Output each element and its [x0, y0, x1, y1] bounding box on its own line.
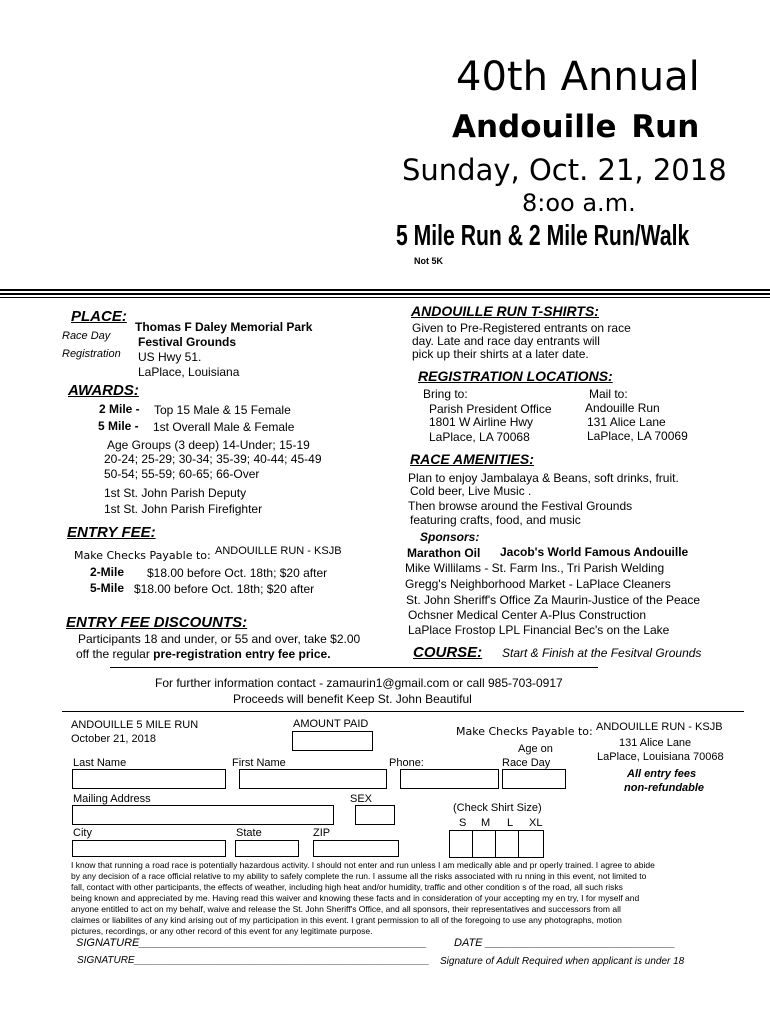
- shirt-size-m-box[interactable]: [472, 830, 496, 858]
- sponsors-line-6: LaPlace Frostop LPL Financial Bec's on the Lake: [408, 623, 670, 637]
- first-name-label: First Name: [232, 757, 286, 769]
- sponsors-line-2: Mike Willilams - St. Farm Ins., Tri Parish Welding: [405, 561, 665, 575]
- venue-grounds: Festival Grounds: [138, 335, 237, 349]
- bring-to-3: LaPlace, LA 70068: [429, 430, 530, 444]
- age-groups-2: 20-24; 25-29; 30-34; 35-39; 40-44; 45-49: [104, 452, 322, 466]
- waiver-line: anyone entitled to act on my behalf, waive and release the St. John Sheriff's Office, and all sponsors, their representatives and successors from all: [71, 904, 621, 914]
- award-deputy: 1st St. John Parish Deputy: [104, 486, 247, 500]
- fee-2mile-label: 2-Mile: [90, 565, 125, 579]
- age-on-label: Age on: [518, 743, 553, 755]
- sex-label: SEX: [350, 793, 373, 805]
- sex-field[interactable]: [355, 805, 395, 825]
- checks-payable-to: ANDOUILLE RUN - KSJB: [215, 545, 342, 557]
- not-5k-note: Not 5K: [414, 256, 443, 266]
- mail-to-2: 131 Alice Lane: [587, 415, 666, 429]
- waiver-line: being known and appreciated by me. Having read this waiver and knowing these facts and in consideration of your accepting my en try, I for myself and: [71, 893, 640, 903]
- mail-to-label: Mail to:: [589, 387, 628, 401]
- signature-line-2[interactable]: SIGNATURE_____________________________________________________: [77, 955, 430, 966]
- first-name-field[interactable]: [239, 769, 387, 789]
- registration-label: Registration: [62, 348, 121, 360]
- zip-field[interactable]: [313, 840, 399, 857]
- form-addr-2: LaPlace, Louisiana 70068: [597, 751, 724, 763]
- awards-5mile-label: 5 Mile -: [98, 419, 139, 433]
- amenities-line-1: Plan to enjoy Jambalaya & Beans, soft drinks, fruit.: [408, 471, 679, 485]
- course-text: Start & Finish at the Fesitval Grounds: [502, 646, 702, 660]
- divider-rule: [0, 297, 770, 298]
- race-day-label: Race Day: [62, 330, 111, 342]
- tshirts-line-2: day. Late and race day entrants will: [412, 334, 600, 348]
- awards-2mile-text: Top 15 Male & 15 Female: [154, 403, 291, 417]
- race-day-age-label: Race Day: [502, 757, 551, 769]
- form-addr-1: 131 Alice Lane: [619, 737, 692, 749]
- age-groups-1: Age Groups (3 deep) 14-Under; 15-19: [107, 438, 310, 452]
- waiver-line: pictures, recordings, or any other record of this event for any legitimate purpose.: [71, 926, 373, 936]
- phone-label: Phone:: [389, 757, 424, 769]
- fees-note-2: non-refundable: [624, 782, 705, 794]
- shirt-size-label: (Check Shirt Size): [453, 802, 542, 814]
- awards-5mile-text: 1st Overall Male & Female: [153, 420, 295, 434]
- form-checks-to: ANDOUILLE RUN - KSJB: [596, 721, 723, 733]
- event-distances: 5 Mile Run & 2 Mile Run/Walk: [396, 220, 690, 252]
- venue-name: Thomas F Daley Memorial Park: [135, 320, 313, 334]
- amenities-line-2: Cold beer, Live Music .: [410, 484, 532, 498]
- tshirts-line-1: Given to Pre-Registered entrants on race: [412, 321, 631, 335]
- discounts-line-2-pre: off the regular: [76, 647, 154, 661]
- amount-paid-field[interactable]: [292, 731, 373, 751]
- venue-address: US Hwy 51.: [138, 350, 202, 364]
- mail-to-3: LaPlace, LA 70069: [587, 429, 688, 443]
- bring-to-1: Parish President Office: [429, 402, 552, 416]
- fee-5mile-text: $18.00 before Oct. 18th; $20 after: [134, 582, 315, 596]
- form-checks-label: Make Checks Payable to:: [456, 725, 593, 738]
- event-time: 8:oo a.m.: [522, 189, 636, 217]
- shirt-size-xl-label: XL: [529, 817, 543, 829]
- phone-field[interactable]: [400, 769, 499, 789]
- age-field[interactable]: [502, 769, 566, 789]
- last-name-field[interactable]: [72, 769, 226, 789]
- amount-paid-label: AMOUNT PAID: [293, 718, 369, 730]
- date-line[interactable]: DATE _______________________________: [454, 937, 676, 949]
- waiver-line: by any decision of a race official relative to my ability to safely complete the run. I assume all the risks associated with ru nning in this event, not limited to: [71, 871, 647, 881]
- signature-line-1[interactable]: SIGNATURE_______________________________________________: [76, 937, 427, 949]
- discounts-line-2: [76, 647, 331, 661]
- last-name-label: Last Name: [73, 757, 127, 769]
- tshirts-heading: ANDOUILLE RUN T-SHIRTS:: [411, 303, 599, 319]
- course-heading: COURSE:: [413, 644, 483, 661]
- awards-2mile-label: 2 Mile -: [99, 402, 140, 416]
- benefit-info: Proceeds will benefit Keep St. John Beautiful: [233, 692, 472, 706]
- sponsors-line-5: Ochsner Medical Center A-Plus Construction: [408, 608, 647, 622]
- fee-5mile-label: 5-Mile: [90, 581, 125, 595]
- sponsors-line-4: St. John Sheriff's Office Za Maurin-Justice of the Peace: [406, 593, 700, 607]
- title-line-2: Andouille Run: [452, 109, 700, 145]
- adult-signature-note: Signature of Adult Required when applicant is under 18: [440, 956, 685, 967]
- age-groups-3: 50-54; 55-59; 60-65; 66-Over: [104, 467, 260, 481]
- sponsor-jacobs: Jacob's World Famous Andouille: [500, 545, 689, 559]
- state-field[interactable]: [235, 840, 299, 857]
- zip-label: ZIP: [313, 827, 331, 839]
- sponsors-line-3: Gregg's Neighborhood Market - LaPlace Cleaners: [405, 577, 671, 591]
- waiver-line: I know that running a road race is potentially hazardous activity. I should not enter and run unless I am medically able and pr operly trained. I agree to abide: [71, 860, 655, 870]
- event-date: Sunday, Oct. 21, 2018: [402, 153, 727, 187]
- registration-heading: REGISTRATION LOCATIONS:: [418, 368, 613, 384]
- sponsors-heading: Sponsors:: [420, 530, 480, 544]
- venue-city: LaPlace, Louisiana: [138, 365, 240, 379]
- form-event-date: October 21, 2018: [71, 733, 157, 745]
- contact-info: For further information contact - zamaurin1@gmail.com or call 985-703-0917: [155, 676, 563, 690]
- award-firefighter: 1st St. John Parish Firefighter: [104, 502, 263, 516]
- shirt-size-s-label: S: [459, 817, 467, 829]
- amenities-line-3: Then browse around the Festival Grounds: [408, 499, 633, 513]
- place-heading: PLACE:: [71, 308, 127, 325]
- awards-heading: AWARDS:: [68, 382, 139, 399]
- bring-to-label: Bring to:: [423, 387, 468, 401]
- waiver-line: claimes or liabilites of any kind arising out of my participation in this event. I grant permission to all of the foregoing to use any photographs, motion: [71, 915, 622, 925]
- bring-to-2: 1801 W Airline Hwy: [429, 415, 534, 429]
- discounts-line-2-bold: pre-registration entry fee price.: [153, 647, 331, 661]
- amenities-line-4: featuring crafts, food, and music: [410, 513, 581, 527]
- city-label: City: [73, 827, 92, 839]
- discounts-line-1: Participants 18 and under, or 55 and over, take $2.00: [78, 632, 361, 646]
- checks-payable-label: Make Checks Payable to:: [74, 549, 211, 562]
- entry-fee-heading: ENTRY FEE:: [67, 524, 156, 541]
- sponsor-marathon-oil: Marathon Oil: [407, 546, 481, 560]
- mailing-address-field[interactable]: [72, 805, 334, 825]
- divider-rule: [0, 293, 770, 295]
- waiver-line: fall, contact with other participants, the effects of weather, including high heat and/or humidity, traffic and other condition s of the road, all such risks: [71, 882, 623, 892]
- form-event-name: ANDOUILLE 5 MILE RUN: [71, 719, 199, 731]
- mail-to-1: Andouille Run: [585, 401, 660, 415]
- discounts-heading: ENTRY FEE DISCOUNTS:: [66, 614, 248, 631]
- shirt-size-s-box[interactable]: [449, 830, 473, 858]
- shirt-size-xl-box[interactable]: [518, 830, 544, 858]
- fees-note-1: All entry fees: [627, 768, 697, 780]
- divider-rule: [0, 289, 770, 291]
- city-field[interactable]: [72, 840, 226, 857]
- form-top-border: [62, 711, 744, 712]
- shirt-size-l-label: L: [507, 817, 514, 829]
- title-line-1: 40th Annual: [456, 54, 700, 100]
- shirt-size-l-box[interactable]: [495, 830, 519, 858]
- state-label: State: [236, 827, 262, 839]
- mailing-address-label: Mailing Address: [73, 793, 151, 805]
- tshirts-line-3: pick up their shirts at a later date.: [412, 347, 589, 361]
- amenities-heading: RACE AMENITIES:: [410, 451, 534, 467]
- waiver-text: [71, 860, 671, 937]
- fee-2mile-text: $18.00 before Oct. 18th; $20 after: [147, 566, 328, 580]
- section-separator: [110, 667, 598, 668]
- shirt-size-m-label: M: [481, 817, 491, 829]
